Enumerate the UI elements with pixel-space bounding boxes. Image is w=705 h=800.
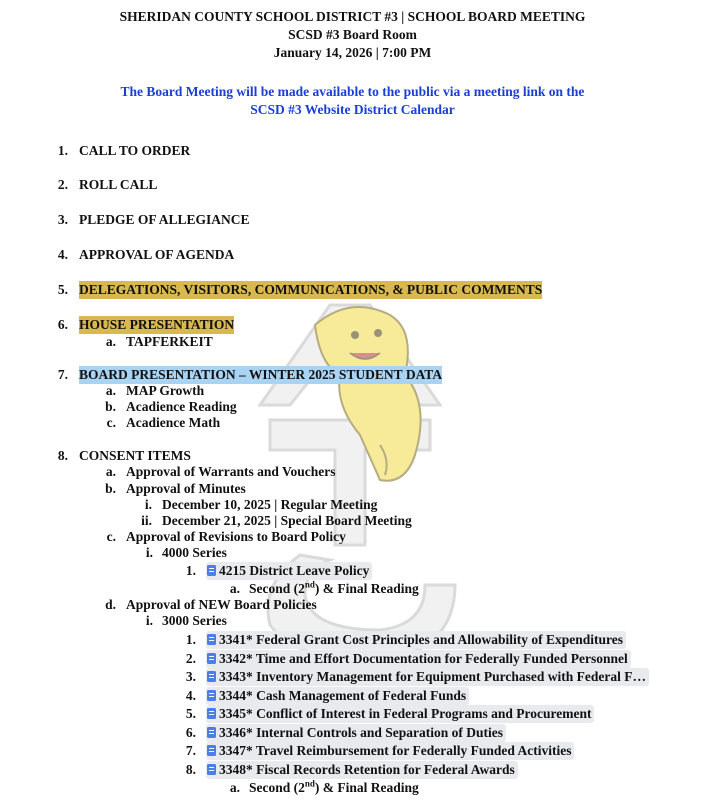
reading-letter: a. xyxy=(229,780,240,795)
item-text: HOUSE PRESENTATION xyxy=(79,317,235,332)
subitem-letter: a. xyxy=(105,334,116,349)
policy-title: 3345* Conflict of Interest in Federal Programs and Procurement xyxy=(219,706,592,721)
meeting-title: SHERIDAN COUNTY SCHOOL DISTRICT #3 | SCHOOL BOARD MEETING xyxy=(119,9,586,24)
policy-number: 6. xyxy=(185,725,196,740)
document-icon xyxy=(207,671,216,682)
policy-title: 3343* Inventory Management for Equipment Purchased with Federal F… xyxy=(219,669,646,684)
item-text: APPROVAL OF AGENDA xyxy=(79,247,235,262)
policy-number: 1. xyxy=(185,632,196,647)
policy-number: 1. xyxy=(185,563,196,578)
roman-numeral: i. xyxy=(145,613,153,628)
subitem-text: Approval of Minutes xyxy=(126,481,246,496)
series-text: 4000 Series xyxy=(162,545,227,560)
subitem-text: Acadience Reading xyxy=(126,399,237,414)
policy-number: 3. xyxy=(185,669,196,684)
item-number: 2. xyxy=(57,177,68,192)
document-icon xyxy=(207,708,216,719)
policy-link[interactable] xyxy=(206,650,631,668)
policy-link[interactable] xyxy=(206,724,506,742)
document-icon xyxy=(207,634,216,645)
policy-link[interactable] xyxy=(206,742,574,760)
item-number: 3. xyxy=(57,212,68,227)
policy-title: 4215 District Leave Policy xyxy=(219,563,370,578)
public-access-notice-line1: The Board Meeting will be made available to the public via a meeting link on the xyxy=(120,84,585,99)
item-number: 5. xyxy=(57,282,68,297)
roman-numeral: i. xyxy=(145,545,153,560)
policy-title: 3347* Travel Reimbursement for Federally Funded Activities xyxy=(219,743,572,758)
policy-number: 8. xyxy=(185,762,196,777)
subitem-letter: a. xyxy=(105,383,116,398)
policy-title: 3344* Cash Management of Federal Funds xyxy=(219,688,467,703)
subitem-letter: b. xyxy=(105,481,116,496)
minutes-text: December 21, 2025 | Special Board Meeting xyxy=(162,513,412,528)
item-number: 8. xyxy=(57,448,68,463)
item-text: BOARD PRESENTATION – WINTER 2025 STUDENT DATA xyxy=(79,367,443,382)
reading-text: Second (2nd) & Final Reading xyxy=(249,579,419,596)
item-text: ROLL CALL xyxy=(79,177,158,192)
item-number: 1. xyxy=(57,143,68,158)
roman-numeral: i. xyxy=(144,497,152,512)
document-icon xyxy=(207,764,216,775)
reading-text: Second (2nd) & Final Reading xyxy=(249,778,419,795)
meeting-location: SCSD #3 Board Room xyxy=(288,27,417,42)
item-number: 7. xyxy=(57,367,68,382)
series-text: 3000 Series xyxy=(162,613,227,628)
policy-title: 3348* Fiscal Records Retention for Federal Awards xyxy=(219,762,515,777)
item-number: 6. xyxy=(57,317,68,332)
item-text: PLEDGE OF ALLEGIANCE xyxy=(79,212,250,227)
policy-title: 3341* Federal Grant Cost Principles and Allowability of Expenditures xyxy=(219,632,624,647)
subitem-letter: a. xyxy=(105,464,116,479)
subitem-text: TAPFERKEIT xyxy=(126,334,213,349)
subitem-text: Acadience Math xyxy=(126,415,221,430)
item-text: CALL TO ORDER xyxy=(79,143,191,158)
reading-letter: a. xyxy=(229,581,240,596)
subitem-letter: c. xyxy=(106,529,116,544)
subitem-letter: c. xyxy=(106,415,116,430)
subitem-text: Approval of NEW Board Policies xyxy=(126,597,317,612)
document-icon xyxy=(207,745,216,756)
policy-number: 7. xyxy=(185,743,196,758)
policy-number: 4. xyxy=(185,688,196,703)
public-access-notice-line2: SCSD #3 Website District Calendar xyxy=(250,102,455,117)
policy-link[interactable] xyxy=(206,705,594,723)
document-icon xyxy=(207,653,216,664)
item-text: DELEGATIONS, VISITORS, COMMUNICATIONS, & PUBLIC COMMENTS xyxy=(79,282,543,297)
policy-link[interactable] xyxy=(206,761,518,779)
item-number: 4. xyxy=(57,247,68,262)
subitem-letter: d. xyxy=(105,597,116,612)
policy-link[interactable] xyxy=(206,631,626,649)
item-text: CONSENT ITEMS xyxy=(79,448,191,463)
subitem-text: Approval of Warrants and Vouchers xyxy=(126,464,336,479)
subitem-text: MAP Growth xyxy=(126,383,205,398)
minutes-text: December 10, 2025 | Regular Meeting xyxy=(162,497,378,512)
subitem-text: Approval of Revisions to Board Policy xyxy=(126,529,346,544)
document-icon xyxy=(207,690,216,701)
policy-link[interactable] xyxy=(206,668,649,686)
policy-link[interactable] xyxy=(206,687,469,705)
subitem-letter: b. xyxy=(105,399,116,414)
document-icon xyxy=(207,565,216,576)
meeting-datetime: January 14, 2026 | 7:00 PM xyxy=(273,45,432,60)
policy-number: 5. xyxy=(185,706,196,721)
policy-number: 2. xyxy=(185,651,196,666)
document-icon xyxy=(207,727,216,738)
policy-link[interactable] xyxy=(206,562,372,580)
policy-title: 3342* Time and Effort Documentation for Federally Funded Personnel xyxy=(219,651,628,666)
policy-title: 3346* Internal Controls and Separation of Duties xyxy=(219,725,504,740)
roman-numeral: ii. xyxy=(141,513,152,528)
